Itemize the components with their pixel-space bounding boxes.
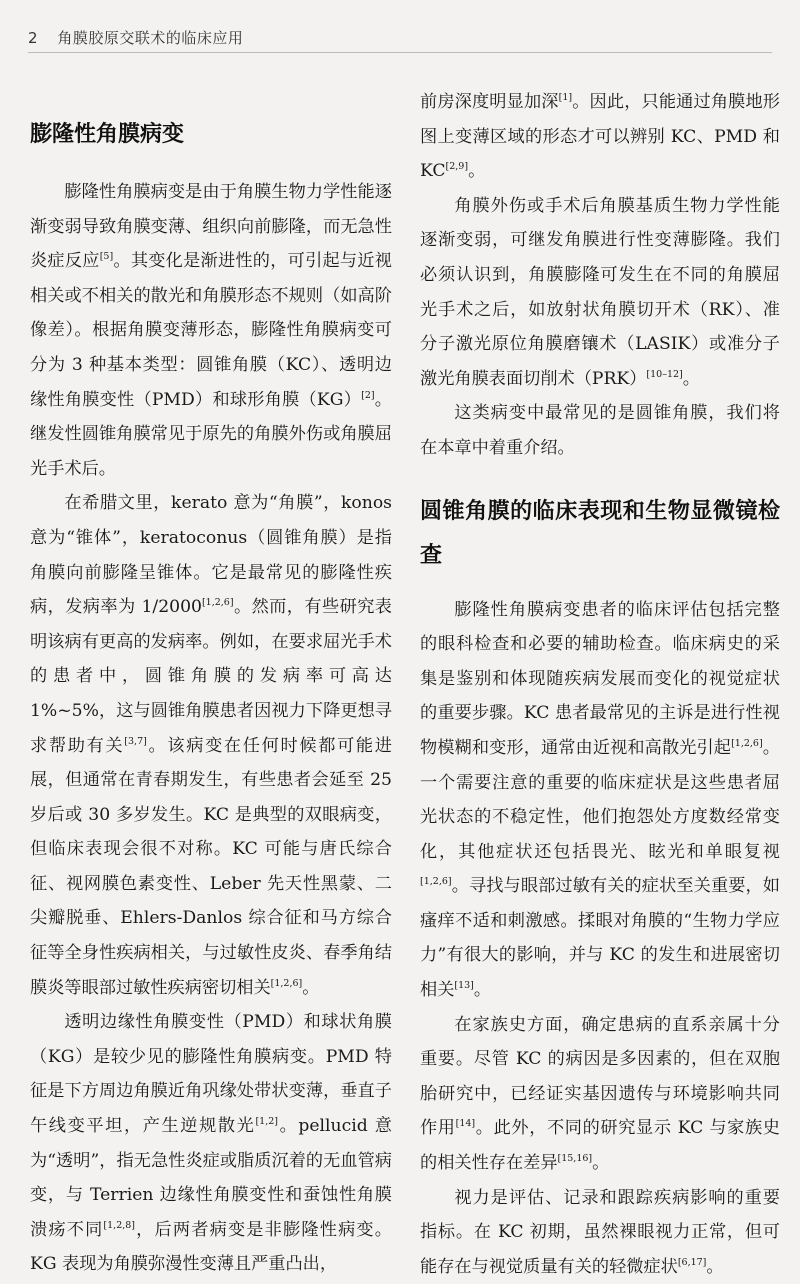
paragraph [420, 593, 780, 1008]
body-text: 。继发性圆锥角膜常见于原先的角膜外伤或角膜屈光手术后。 [30, 389, 392, 479]
citation-ref: [14] [455, 1118, 476, 1130]
paragraph [420, 189, 780, 397]
body-text: 。 [706, 1256, 724, 1277]
paragraph [30, 1005, 392, 1282]
section-heading-ectatic: 膨隆性角膜病变 [30, 121, 185, 147]
citation-ref: [10–12] [646, 368, 683, 380]
paragraph [30, 175, 392, 486]
paragraph-continued [420, 85, 780, 189]
citation-ref: [3,7] [124, 735, 147, 747]
paragraph [420, 1181, 780, 1284]
citation-ref: [1,2,6] [420, 876, 452, 888]
citation-ref: [2,9] [445, 161, 469, 173]
body-text: 。pellucid 意为“透明”，指无急性炎症或脂质沉着的无血管病变，与 Terrien 边缘性角膜变性和蚕蚀性角膜溃疡不同 [30, 1116, 392, 1240]
paragraph [420, 1008, 780, 1181]
body-text: 。其变化是渐进性的，可引起与近视相关或不相关的散光和角膜形态不规则（如高阶像差）。根据角膜变薄形态，膨隆性角膜病变可分为 3 种基本类型：圆锥角膜（KC）、透明边缘性角膜变性（PMD）和球形角膜（KG） [30, 251, 392, 410]
body-text: 透明边缘性角膜变性（PMD）和球状角膜（KG）是较少见的膨隆性角膜病变。PMD 特征是下方周边角膜近角巩缘处带状变薄，垂直子午线变平坦，产生逆规散光 [30, 1012, 392, 1137]
body-text: 。然而，有些研究表明该病有更高的发病率。例如，在要求屈光手术的患者中，圆锥角膜的发病率可高达 1%~5%，这与圆锥角膜患者因视力下降更想寻求帮助有关 [30, 597, 392, 756]
right-column [420, 85, 780, 1284]
body-text: 这类病变中最常见的是圆锥角膜，我们将在本章中着重介绍。 [420, 403, 780, 458]
body-text: 。 [468, 161, 486, 182]
body-text: 。 [592, 1153, 610, 1174]
body-text: 膨隆性角膜病变患者的临床评估包括完整的眼科检查和必要的辅助检查。临床病史的采集是鉴别和体现随疾病发展而变化的视觉症状的重要步骤。KC 患者最常见的主诉是进行性视物模糊和变形，通常由近视和高散光引起 [420, 599, 780, 758]
citation-ref: [5] [99, 251, 114, 263]
citation-ref: [1,2,6] [270, 977, 303, 989]
left-column [30, 84, 392, 1282]
body-text: 。该病变在任何时候都可能进展，但通常在青春期发生，有些患者会延至 25 岁后或 30 多岁发生。KC 是典型的双眼病变，但临床表现会很不对称。KC 可能与唐氏综合征、视网膜色素变性、Leber 先天性黑蒙、二尖瓣脱垂、Ehlers-Danlos 综合征和马方综合征等全身性疾病相关，与过敏性皮炎、春季角结膜炎等眼部过敏性疾病密切相关 [30, 735, 392, 998]
citation-ref: [2] [361, 389, 375, 401]
running-title: 角膜胶原交联术的临床应用 [57, 29, 244, 47]
body-text: 在希腊文里，kerato 意为“角膜”，konos 意为“锥体”，keratoconus（圆锥角膜）是指角膜向前膨隆呈锥体。它是最常见的膨隆性疾病，发病率为 1/2000 [30, 493, 392, 618]
body-text: 。 [682, 368, 700, 389]
body-text: 。一个需要注意的重要的临床症状是这些患者屈光状态的不稳定性，他们抱怨处方度数经常变化，其他症状还包括畏光、眩光和单眼复视 [420, 737, 780, 862]
citation-ref: [1,2,6] [731, 737, 763, 749]
page-number: 2 [28, 29, 39, 47]
body-text: 视力是评估、记录和跟踪疾病影响的重要指标。在 KC 初期，虽然裸眼视力正常，但可能存在与视觉质量有关的轻微症状 [420, 1187, 780, 1277]
body-text: 。此外，不同的研究显示 KC 与家族史的相关性存在差异 [420, 1118, 780, 1174]
paragraph [420, 396, 780, 465]
running-header [28, 27, 243, 48]
body-text: 前房深度明显加深 [420, 92, 559, 112]
body-text: 。寻找与眼部过敏有关的症状至关重要，如瘙痒不适和刺激感。揉眼对角膜的“生物力学应力”有很大的影响，并与 KC 的发生和进展密切相关 [420, 876, 780, 1001]
citation-ref: [1,2] [255, 1116, 278, 1128]
body-text: 角膜外伤或手术后角膜基质生物力学性能逐渐变弱，可继发角膜进行性变薄膨隆。我们必须认识到，角膜膨隆可发生在不同的角膜屈光手术之后，如放射状角膜切开术（RK）、准分子激光原位角膜磨镶术（LASIK）或准分子激光角膜表面切削术（PRK） [420, 195, 780, 389]
body-text: 。 [473, 980, 492, 1001]
citation-ref: [1] [558, 92, 573, 103]
header-rule [28, 52, 772, 53]
citation-ref: [1,2,6] [201, 597, 234, 609]
citation-ref: [6,17] [677, 1256, 707, 1268]
body-text: 膨隆性角膜病变是由于角膜生物力学性能逐渐变弱导致角膜变薄、组织向前膨隆，而无急性炎症反应 [30, 182, 392, 272]
citation-ref: [15,16] [557, 1153, 593, 1165]
paragraph [30, 486, 392, 1005]
body-text: 。因此，只能通过角膜地形图上变薄区域的形态才可以辨别 KC、PMD 和 KC [420, 92, 780, 182]
citation-ref: [13] [454, 980, 474, 992]
body-text: 在家族史方面，确定患病的直系亲属十分重要。尽管 KC 的病因是多因素的，但在双胞胎研究中，已经证实基因遗传与环境影响共同作用 [420, 1014, 780, 1139]
section-heading-kc-clinical: 圆锥角膜的临床表现和生物显微镜检查 [420, 497, 780, 568]
body-text: 。 [302, 977, 320, 998]
body-text: ，后两者病变是非膨隆性病变。KG 表现为角膜弥漫性变薄且严重凸出， [30, 1219, 392, 1275]
citation-ref: [1,2,8] [103, 1219, 136, 1231]
